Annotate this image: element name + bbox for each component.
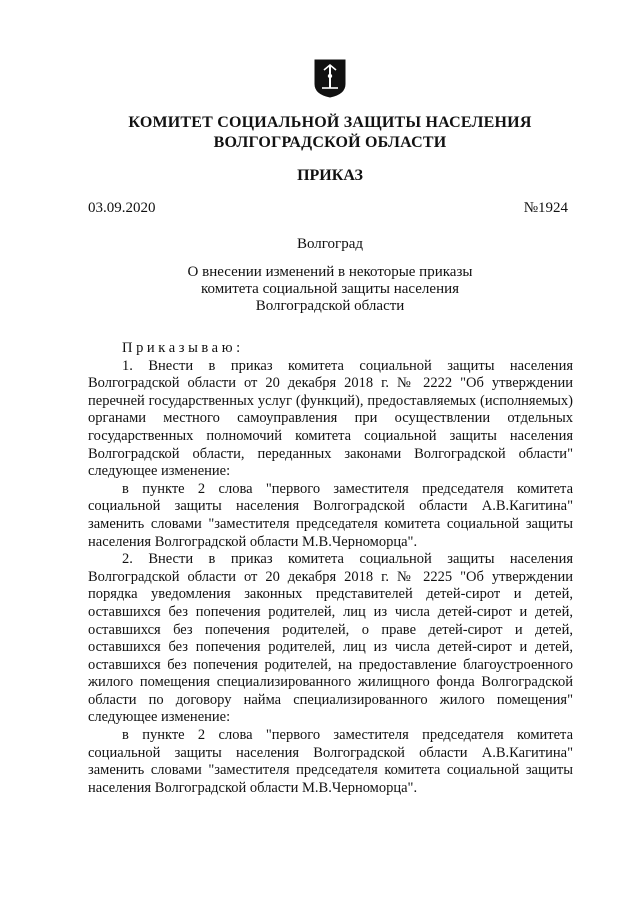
paragraph-1-change: в пункте 2 слова "первого заместителя председателя комитета социальной защиты населения Волгоградской области А.В.Кагитина" заменить словами "заместителя председателя комитета социальной защиты населения Волгоградской области М.В.Черноморца". [88,480,573,550]
document-subject [70,264,590,315]
document-body [88,340,573,797]
order-word: Приказываю: [122,340,244,356]
document-date: 03.09.2020 [88,200,156,216]
coat-of-arms-icon [313,58,347,98]
paragraph-1: 1. Внести в приказ комитета социальной защиты населения Волгоградской области от 20 декабря 2018 г. № 2222 "Об утверждении перечней государственных услуг (функций), предоставляемых (исполняемых) органами местного самоуправления при осуществлении отдельных государственных полномочий комитета социальной защиты населения Волгоградской области, переданных законами Волгоградской области" следующее изменение: [88,357,573,480]
subject-line-1: О внесении изменений в некоторые приказы [187,264,473,280]
organization-title-line-2: ВОЛГОГРАДСКОЙ ОБЛАСТИ [213,134,447,151]
subject-line-3: Волгоградской области [255,298,405,314]
document-number: №1924 [523,200,568,216]
organization-title [70,113,590,153]
paragraph-2: 2. Внести в приказ комитета социальной защиты населения Волгоградской области от 20 декабря 2018 г. № 2225 "Об утверждении порядка уведомления законных представителей детей-сирот и детей, оставшихся без попечения родителей, лиц из числа детей-сирот и детей, оставшихся без попечения родителей, о праве детей-сирот и детей, оставшихся без попечения родителей, лиц из числа детей-сирот и детей, оставшихся без попечения родителей, на предоставление благоустроенного жилого помещения специализированного жилищного фонда Волгоградской области по договору найма специализированного жилого помещения" следующее изменение: [88,551,573,726]
paragraph-2-change: в пункте 2 слова "первого заместителя председателя комитета социальной защиты населения Волгоградской области А.В.Кагитина" заменить словами "заместителя председателя комитета социальной защиты населения Волгоградской области М.В.Черноморца". [88,727,573,796]
subject-line-2: комитета социальной защиты населения [200,281,460,297]
organization-title-line-1: КОМИТЕТ СОЦИАЛЬНОЙ ЗАЩИТЫ НАСЕЛЕНИЯ [128,114,532,131]
document-city: Волгоград [296,236,363,252]
document-type: ПРИКАЗ [297,167,363,184]
